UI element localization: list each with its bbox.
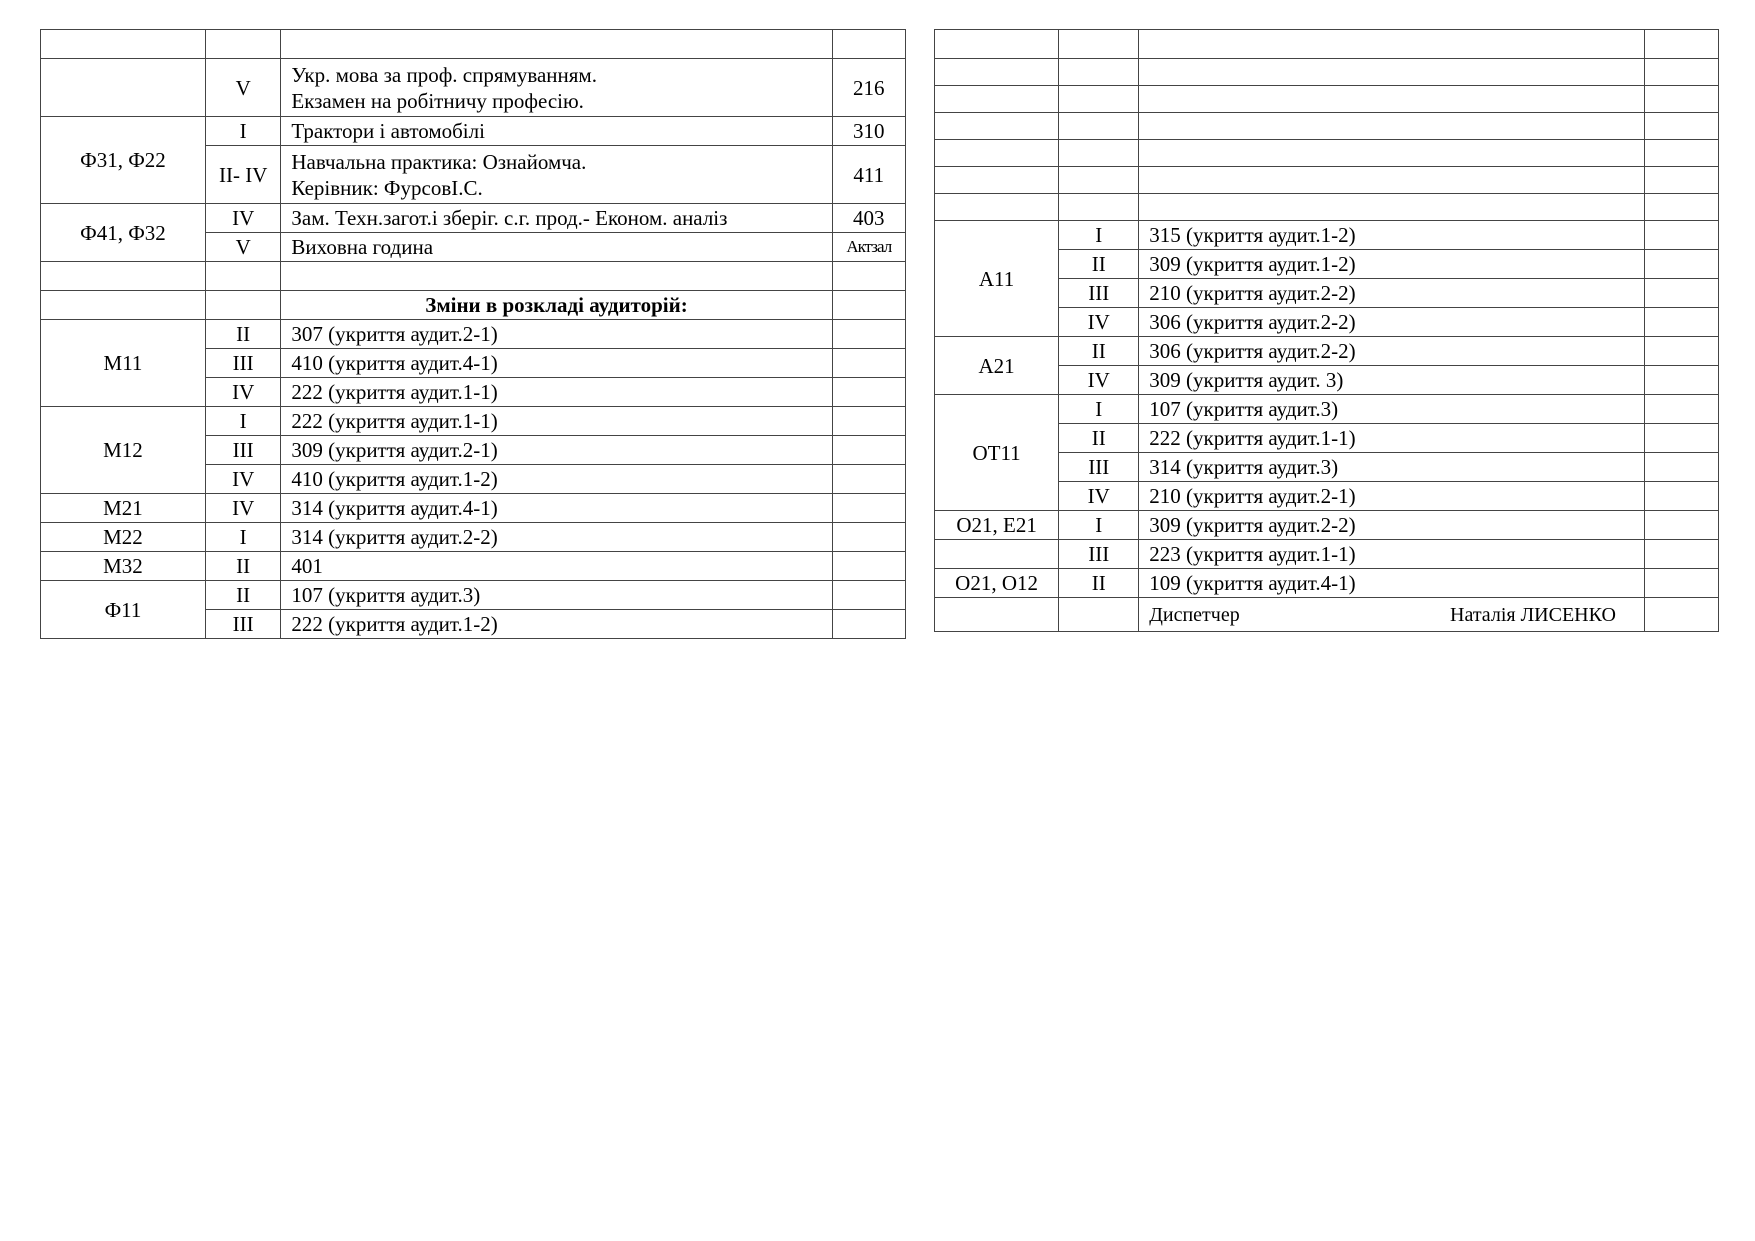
room-change-cell: 315 (укриття аудит.1-2) — [1139, 221, 1645, 250]
empty-cell — [1644, 511, 1718, 540]
empty-cell — [1644, 453, 1718, 482]
pair-cell: IV — [205, 465, 280, 494]
room-change-cell: 314 (укриття аудит.2-2) — [281, 523, 832, 552]
changes-heading: Зміни в розкладі аудиторій: — [281, 291, 832, 320]
table-row — [935, 221, 1719, 250]
empty-cell — [1059, 30, 1139, 59]
empty-cell — [832, 262, 905, 291]
room-change-cell: 306 (укриття аудит.2-2) — [1139, 337, 1645, 366]
empty-cell — [1644, 569, 1718, 598]
empty-cell — [1644, 337, 1718, 366]
empty-cell — [1644, 140, 1718, 167]
group-cell — [41, 59, 206, 117]
room-change-cell: 306 (укриття аудит.2-2) — [1139, 308, 1645, 337]
empty-cell — [281, 262, 832, 291]
empty-cell — [832, 349, 905, 378]
table-row — [41, 407, 906, 436]
empty-cell — [1644, 482, 1718, 511]
empty-cell — [1644, 598, 1718, 632]
empty-cell — [935, 59, 1059, 86]
empty-cell — [1644, 395, 1718, 424]
empty-cell — [1059, 598, 1139, 632]
empty-cell — [1139, 167, 1645, 194]
dispatcher-label: Диспетчер — [1149, 603, 1240, 626]
pair-cell: IV — [205, 494, 280, 523]
room-cell: 403 — [832, 204, 905, 233]
empty-cell — [1644, 540, 1718, 569]
room-change-cell: 309 (укриття аудит. 3) — [1139, 366, 1645, 395]
empty-cell — [1139, 194, 1645, 221]
empty-cell — [832, 465, 905, 494]
table-row — [41, 552, 906, 581]
empty-cell — [1059, 167, 1139, 194]
group-cell: Ф31, Ф22 — [41, 117, 206, 204]
table-row — [41, 320, 906, 349]
pair-cell: III — [1059, 453, 1139, 482]
empty-cell — [832, 494, 905, 523]
pair-cell: III — [1059, 540, 1139, 569]
empty-cell — [1139, 86, 1645, 113]
table-row — [41, 262, 906, 291]
pair-cell: II — [1059, 569, 1139, 598]
pair-cell: II — [205, 581, 280, 610]
room-change-cell: 401 — [281, 552, 832, 581]
group-cell: ОТ11 — [935, 395, 1059, 511]
empty-cell — [1059, 140, 1139, 167]
pair-cell: II — [1059, 337, 1139, 366]
subject-line: Укр. мова за проф. спрямуванням. — [291, 62, 597, 87]
empty-cell — [1644, 59, 1718, 86]
pair-cell: IV — [1059, 366, 1139, 395]
group-cell: Ф41, Ф32 — [41, 204, 206, 262]
table-row — [935, 395, 1719, 424]
pair-cell: III — [205, 610, 280, 639]
pair-cell: I — [205, 117, 280, 146]
empty-cell — [205, 262, 280, 291]
empty-cell — [1644, 113, 1718, 140]
table-row — [935, 86, 1719, 113]
room-change-cell: 307 (укриття аудит.2-1) — [281, 320, 832, 349]
empty-cell — [1644, 167, 1718, 194]
empty-cell — [1059, 59, 1139, 86]
empty-cell — [832, 407, 905, 436]
pair-cell: II — [1059, 250, 1139, 279]
pair-cell: IV — [205, 204, 280, 233]
empty-cell — [832, 291, 905, 320]
table-row — [935, 569, 1719, 598]
empty-cell — [1644, 308, 1718, 337]
empty-cell — [832, 552, 905, 581]
empty-cell — [41, 291, 206, 320]
empty-cell — [41, 30, 206, 59]
pair-cell: IV — [1059, 308, 1139, 337]
group-cell: О21, Е21 — [935, 511, 1059, 540]
empty-cell — [832, 378, 905, 407]
empty-cell — [1059, 194, 1139, 221]
pair-cell: IV — [1059, 482, 1139, 511]
pair-cell: I — [1059, 511, 1139, 540]
empty-cell — [205, 30, 280, 59]
table-row — [41, 30, 906, 59]
empty-cell — [935, 598, 1059, 632]
subject-line: Навчальна практика: Ознайомча. — [291, 149, 587, 174]
table-row — [41, 523, 906, 552]
table-row — [935, 511, 1719, 540]
signature-row — [935, 598, 1719, 632]
group-cell: М22 — [41, 523, 206, 552]
group-cell: А21 — [935, 337, 1059, 395]
subject-line: Керівник: ФурсовІ.С. — [291, 175, 483, 200]
subject-cell — [281, 146, 832, 204]
room-change-cell: 222 (укриття аудит.1-1) — [281, 378, 832, 407]
empty-cell — [1139, 113, 1645, 140]
group-cell: О21, О12 — [935, 569, 1059, 598]
room-change-cell: 309 (укриття аудит.2-2) — [1139, 511, 1645, 540]
group-cell: М32 — [41, 552, 206, 581]
pair-cell: III — [205, 436, 280, 465]
group-cell: М12 — [41, 407, 206, 494]
table-row — [41, 494, 906, 523]
empty-cell — [1644, 279, 1718, 308]
empty-cell — [1644, 194, 1718, 221]
empty-cell — [935, 30, 1059, 59]
pair-cell: IV — [205, 378, 280, 407]
table-row — [41, 291, 906, 320]
table-row — [935, 194, 1719, 221]
room-change-cell: 107 (укриття аудит.3) — [1139, 395, 1645, 424]
table-row — [935, 30, 1719, 59]
table-row — [41, 59, 906, 117]
table-row — [41, 204, 906, 233]
room-change-cell: 109 (укриття аудит.4-1) — [1139, 569, 1645, 598]
table-row — [935, 540, 1719, 569]
empty-cell — [1059, 113, 1139, 140]
subject-cell: Виховна година — [281, 233, 832, 262]
pair-cell: II — [205, 552, 280, 581]
empty-cell — [1644, 424, 1718, 453]
table-row — [935, 140, 1719, 167]
room-change-cell: 309 (укриття аудит.2-1) — [281, 436, 832, 465]
empty-cell — [832, 610, 905, 639]
empty-cell — [1139, 59, 1645, 86]
table-row — [935, 337, 1719, 366]
room-change-cell: 210 (укриття аудит.2-2) — [1139, 279, 1645, 308]
subject-cell — [281, 59, 832, 117]
pair-cell: II — [205, 320, 280, 349]
table-row — [41, 117, 906, 146]
empty-cell — [832, 30, 905, 59]
subject-cell: Трактори і автомобілі — [281, 117, 832, 146]
room-cell: 216 — [832, 59, 905, 117]
table-row — [935, 113, 1719, 140]
room-change-cell: 210 (укриття аудит.2-1) — [1139, 482, 1645, 511]
left-schedule-table — [40, 29, 906, 639]
empty-cell — [1644, 250, 1718, 279]
pair-cell: II- IV — [205, 146, 280, 204]
empty-cell — [832, 581, 905, 610]
dispatcher-name: Наталія ЛИСЕНКО — [1450, 603, 1616, 626]
empty-cell — [832, 436, 905, 465]
room-cell: 411 — [832, 146, 905, 204]
right-schedule-table — [934, 29, 1719, 632]
empty-cell — [1644, 86, 1718, 113]
empty-cell — [281, 30, 832, 59]
pair-cell: I — [205, 407, 280, 436]
empty-cell — [935, 540, 1059, 569]
pair-cell: V — [205, 233, 280, 262]
subject-line: Екзамен на робітничу професію. — [291, 88, 584, 113]
empty-cell — [41, 262, 206, 291]
room-change-cell: 314 (укриття аудит.4-1) — [281, 494, 832, 523]
room-change-cell: 222 (укриття аудит.1-1) — [1139, 424, 1645, 453]
pair-cell: I — [1059, 395, 1139, 424]
pair-cell: I — [1059, 221, 1139, 250]
empty-cell — [1139, 30, 1645, 59]
room-change-cell: 222 (укриття аудит.1-2) — [281, 610, 832, 639]
table-row — [935, 59, 1719, 86]
group-cell: М11 — [41, 320, 206, 407]
signature-cell — [1139, 598, 1645, 632]
pair-cell: V — [205, 59, 280, 117]
subject-cell: Зам. Техн.загот.і зберіг. с.г. прод.- Економ. аналіз — [281, 204, 832, 233]
room-change-cell: 309 (укриття аудит.1-2) — [1139, 250, 1645, 279]
pair-cell: III — [205, 349, 280, 378]
empty-cell — [935, 167, 1059, 194]
room-cell: 310 — [832, 117, 905, 146]
empty-cell — [1644, 366, 1718, 395]
empty-cell — [1644, 30, 1718, 59]
room-change-cell: 223 (укриття аудит.1-1) — [1139, 540, 1645, 569]
group-cell: Ф11 — [41, 581, 206, 639]
empty-cell — [1644, 221, 1718, 250]
pair-cell: III — [1059, 279, 1139, 308]
room-cell: Актзал — [832, 233, 905, 262]
empty-cell — [1059, 86, 1139, 113]
room-change-cell: 410 (укриття аудит.1-2) — [281, 465, 832, 494]
table-row — [41, 581, 906, 610]
room-change-cell: 410 (укриття аудит.4-1) — [281, 349, 832, 378]
empty-cell — [935, 113, 1059, 140]
empty-cell — [832, 320, 905, 349]
table-row — [935, 167, 1719, 194]
group-cell: М21 — [41, 494, 206, 523]
room-change-cell: 314 (укриття аудит.3) — [1139, 453, 1645, 482]
room-change-cell: 222 (укриття аудит.1-1) — [281, 407, 832, 436]
group-cell: А11 — [935, 221, 1059, 337]
empty-cell — [935, 86, 1059, 113]
empty-cell — [935, 140, 1059, 167]
empty-cell — [1139, 140, 1645, 167]
pair-cell: I — [205, 523, 280, 552]
room-change-cell: 107 (укриття аудит.3) — [281, 581, 832, 610]
empty-cell — [205, 291, 280, 320]
pair-cell: II — [1059, 424, 1139, 453]
empty-cell — [935, 194, 1059, 221]
empty-cell — [832, 523, 905, 552]
